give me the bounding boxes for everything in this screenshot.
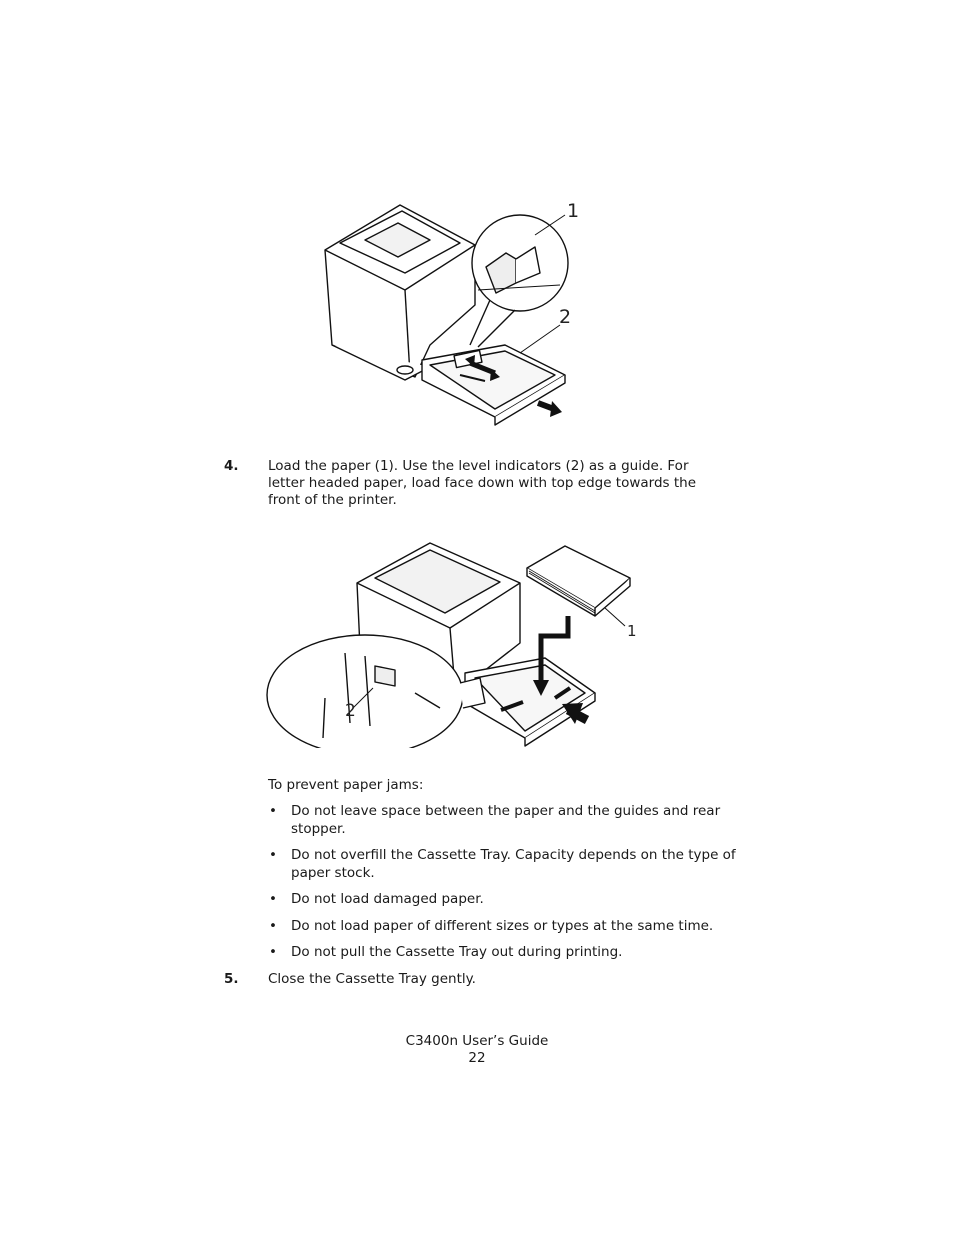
step-5-number: 5. <box>224 971 239 987</box>
list-item-text: Do not load damaged paper. <box>291 891 484 907</box>
footer-guide-title: C3400n User’s Guide <box>405 1033 549 1049</box>
paper-jam-intro: To prevent paper jams: <box>268 777 424 793</box>
list-item <box>268 847 748 882</box>
list-item-text: Do not load paper of different sizes or types at the same time. <box>291 917 714 934</box>
figure-loading-paper <box>265 538 645 748</box>
paper-jam-tips-list <box>268 803 748 971</box>
callout-1: 1 <box>627 622 637 640</box>
bullet-icon: • <box>269 917 277 934</box>
illustration-paper-loading <box>265 538 645 748</box>
bullet-icon: • <box>269 944 277 960</box>
list-item <box>268 803 748 838</box>
list-item-text: Do not pull the Cassette Tray out during printing. <box>291 944 623 960</box>
figure-printer-tray-guides <box>310 195 590 435</box>
list-item-text: Do not leave space between the paper and the guides and rear stopper. <box>291 803 721 837</box>
callout-2: 2 <box>559 306 572 328</box>
footer-page-number: 22 <box>468 1050 486 1066</box>
bullet-icon: • <box>269 891 277 907</box>
illustration-printer-tray-open <box>310 195 590 435</box>
step-5-text: Close the Cassette Tray gently. <box>268 971 476 987</box>
bullet-icon: • <box>269 847 277 863</box>
list-item <box>268 944 748 962</box>
list-item <box>268 891 748 909</box>
step-4-number: 4. <box>224 458 239 474</box>
step-4-text: Load the paper (1). Use the level indicators (2) as a guide. For letter headed paper, load face down with top edge towards the front of the printer. <box>268 458 697 508</box>
bullet-icon: • <box>269 803 277 819</box>
list-item-text: Do not overfill the Cassette Tray. Capacity depends on the type of paper stock. <box>291 847 736 881</box>
list-item <box>268 918 748 936</box>
callout-1: 1 <box>567 200 580 222</box>
callout-2: 2 <box>345 701 356 721</box>
